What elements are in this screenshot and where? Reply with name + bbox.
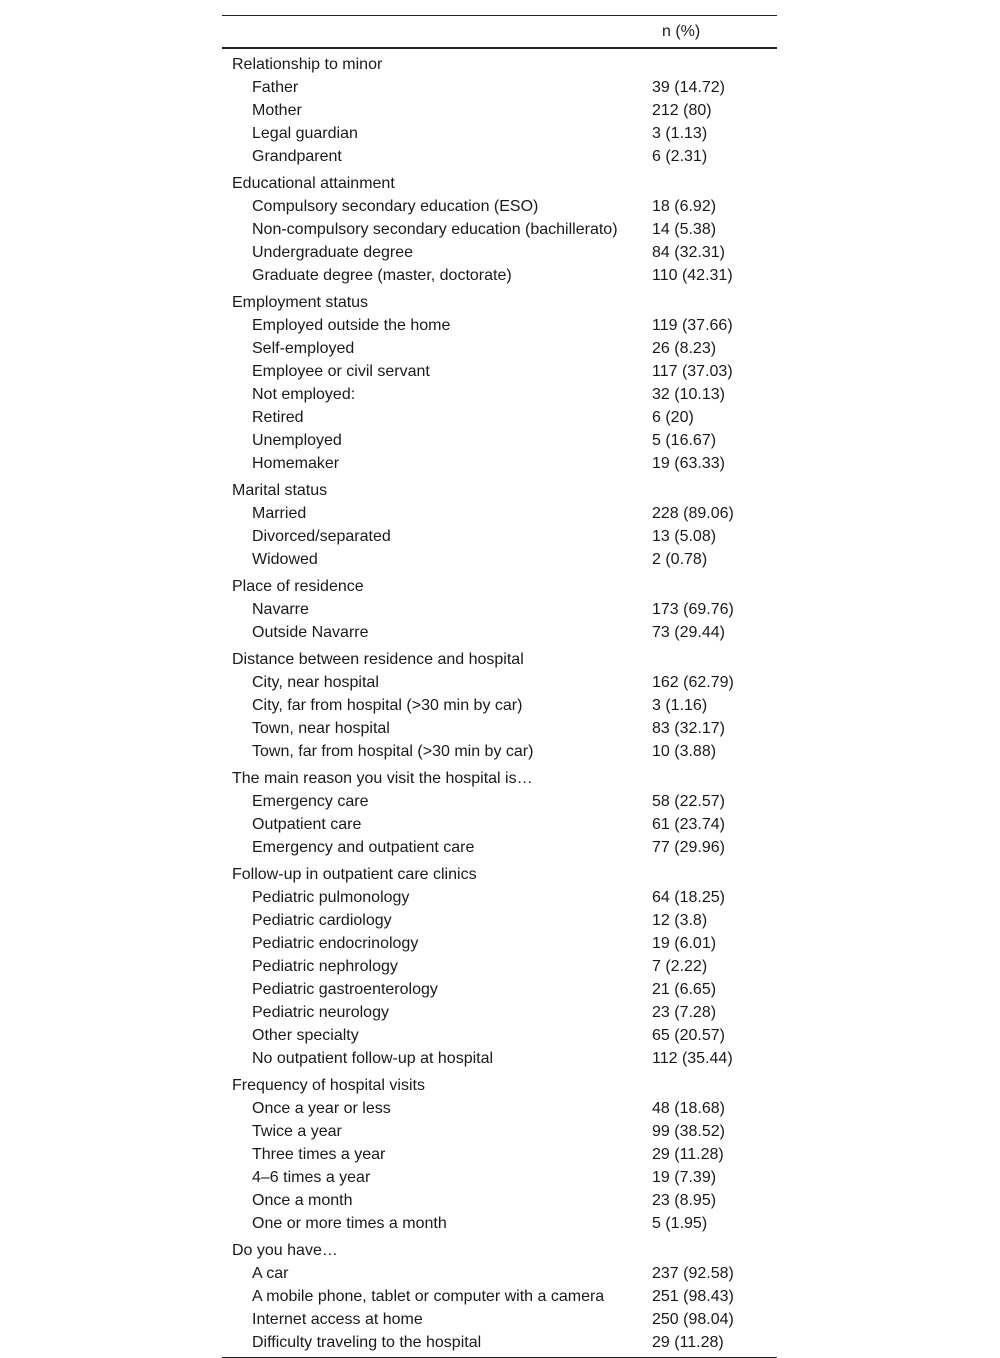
row-label: Pediatric gastroenterology xyxy=(252,981,438,998)
row-value: 2 (0.78) xyxy=(652,551,708,568)
row-label: Internet access at home xyxy=(252,1311,423,1328)
table-row xyxy=(222,76,777,99)
table-row xyxy=(222,99,777,122)
row-label: Undergraduate degree xyxy=(252,244,414,261)
table-row xyxy=(222,264,777,287)
table-row xyxy=(222,452,777,475)
row-value: 73 (29.44) xyxy=(652,624,725,641)
group-heading: Follow-up in outpatient care clinics xyxy=(232,866,477,883)
table-row xyxy=(222,1189,777,1212)
table-row xyxy=(222,360,777,383)
group-heading-row xyxy=(222,48,777,76)
table-row xyxy=(222,1285,777,1308)
table-row xyxy=(222,122,777,145)
row-label: Homemaker xyxy=(252,455,340,472)
table-body xyxy=(222,48,777,1357)
table-row xyxy=(222,1308,777,1331)
row-label: Legal guardian xyxy=(252,125,358,142)
table-row xyxy=(222,525,777,548)
row-value: 3 (1.13) xyxy=(652,125,708,142)
table-row xyxy=(222,337,777,360)
row-label: Pediatric pulmonology xyxy=(252,889,410,906)
row-value: 173 (69.76) xyxy=(652,601,734,618)
row-label: Three times a year xyxy=(252,1146,386,1163)
table-row xyxy=(222,886,777,909)
group-heading: Distance between residence and hospital xyxy=(232,651,524,668)
group-heading: Marital status xyxy=(232,482,328,499)
table-row xyxy=(222,978,777,1001)
row-value: 32 (10.13) xyxy=(652,386,725,403)
table-row xyxy=(222,955,777,978)
row-label: Outside Navarre xyxy=(252,624,369,641)
row-label: Other specialty xyxy=(252,1027,359,1044)
row-value: 7 (2.22) xyxy=(652,958,708,975)
group-heading: Frequency of hospital visits xyxy=(232,1077,425,1094)
row-value: 237 (92.58) xyxy=(652,1265,734,1282)
row-value: 119 (37.66) xyxy=(652,317,733,334)
group-heading-row xyxy=(222,859,777,886)
row-label: Town, far from hospital (>30 min by car) xyxy=(252,743,534,760)
row-value: 212 (80) xyxy=(652,102,712,119)
table-row xyxy=(222,195,777,218)
row-label: Outpatient care xyxy=(252,816,362,833)
row-label: Once a year or less xyxy=(252,1100,391,1117)
row-value: 23 (7.28) xyxy=(652,1004,717,1021)
row-label: Employed outside the home xyxy=(252,317,451,334)
demographics-table xyxy=(222,15,777,1357)
row-value: 10 (3.88) xyxy=(652,743,717,760)
group-heading-row xyxy=(222,644,777,671)
group-heading: Do you have… xyxy=(232,1242,338,1259)
table-row xyxy=(222,1331,777,1357)
header-value-cell: n (%) xyxy=(662,22,701,40)
row-value: 21 (6.65) xyxy=(652,981,717,998)
row-label: City, near hospital xyxy=(252,674,379,691)
table-row xyxy=(222,1097,777,1120)
group-heading-row xyxy=(222,287,777,314)
row-label: Pediatric nephrology xyxy=(252,958,398,975)
group-heading: Educational attainment xyxy=(232,175,395,192)
row-label: Self-employed xyxy=(252,340,355,357)
row-label: Town, near hospital xyxy=(252,720,390,737)
row-value: 250 (98.04) xyxy=(652,1311,734,1328)
row-value: 3 (1.16) xyxy=(652,697,708,714)
row-value: 18 (6.92) xyxy=(652,198,717,215)
row-label: One or more times a month xyxy=(252,1215,447,1232)
demographics-table-container xyxy=(222,15,777,1358)
row-label: Navarre xyxy=(252,601,309,618)
row-label: Widowed xyxy=(252,551,318,568)
row-value: 251 (98.43) xyxy=(652,1288,734,1305)
row-value: 112 (35.44) xyxy=(652,1050,733,1067)
row-label: City, far from hospital (>30 min by car) xyxy=(252,697,523,714)
row-value: 83 (32.17) xyxy=(652,720,725,737)
row-label: Grandparent xyxy=(252,148,342,165)
row-label: A car xyxy=(252,1265,289,1282)
row-value: 84 (32.31) xyxy=(652,244,725,261)
table-row xyxy=(222,909,777,932)
group-heading: Place of residence xyxy=(232,578,364,595)
row-label: Twice a year xyxy=(252,1123,342,1140)
row-value: 13 (5.08) xyxy=(652,528,717,545)
row-value: 64 (18.25) xyxy=(652,889,725,906)
row-label: Difficulty traveling to the hospital xyxy=(252,1334,482,1351)
row-label: 4–6 times a year xyxy=(252,1169,371,1186)
table-row xyxy=(222,932,777,955)
row-label: Graduate degree (master, doctorate) xyxy=(252,267,512,284)
row-label: Mother xyxy=(252,102,302,119)
row-value: 23 (8.95) xyxy=(652,1192,717,1209)
table-row xyxy=(222,314,777,337)
row-value: 110 (42.31) xyxy=(652,267,733,284)
row-value: 5 (16.67) xyxy=(652,432,717,449)
row-label: Non-compulsory secondary education (bachillerato) xyxy=(252,221,618,238)
row-value: 5 (1.95) xyxy=(652,1215,708,1232)
table-row xyxy=(222,790,777,813)
table-row xyxy=(222,383,777,406)
table-row xyxy=(222,548,777,571)
table-row xyxy=(222,621,777,644)
row-label: Father xyxy=(252,79,299,96)
row-value: 58 (22.57) xyxy=(652,793,725,810)
table-row xyxy=(222,717,777,740)
table-row xyxy=(222,1212,777,1235)
table-row xyxy=(222,1047,777,1070)
table-row xyxy=(222,218,777,241)
row-label: Emergency and outpatient care xyxy=(252,839,475,856)
table-row xyxy=(222,598,777,621)
table-row xyxy=(222,694,777,717)
row-label: Retired xyxy=(252,409,304,426)
table-row xyxy=(222,740,777,763)
table-header xyxy=(222,16,777,49)
row-label: Once a month xyxy=(252,1192,353,1209)
row-value: 19 (6.01) xyxy=(652,935,717,952)
row-label: Divorced/separated xyxy=(252,528,391,545)
table-row xyxy=(222,1120,777,1143)
group-heading-row xyxy=(222,168,777,195)
table-row xyxy=(222,1166,777,1189)
table-row xyxy=(222,241,777,264)
group-heading-row xyxy=(222,763,777,790)
group-heading-row xyxy=(222,475,777,502)
row-value: 6 (20) xyxy=(652,409,694,426)
row-value: 19 (7.39) xyxy=(652,1169,717,1186)
row-label: Compulsory secondary education (ESO) xyxy=(252,198,539,215)
row-value: 6 (2.31) xyxy=(652,148,708,165)
row-label: Emergency care xyxy=(252,793,369,810)
row-value: 77 (29.96) xyxy=(652,839,725,856)
row-value: 14 (5.38) xyxy=(652,221,717,238)
table-row xyxy=(222,1024,777,1047)
group-heading: Employment status xyxy=(232,294,369,311)
header-label-cell xyxy=(222,16,652,49)
row-label: Pediatric cardiology xyxy=(252,912,392,929)
row-value: 61 (23.74) xyxy=(652,816,725,833)
group-heading-row xyxy=(222,1235,777,1262)
row-value: 29 (11.28) xyxy=(652,1146,724,1163)
table-row xyxy=(222,813,777,836)
row-value: 39 (14.72) xyxy=(652,79,725,96)
row-value: 19 (63.33) xyxy=(652,455,725,472)
row-label: Not employed: xyxy=(252,386,356,403)
row-label: Unemployed xyxy=(252,432,342,449)
row-label: Employee or civil servant xyxy=(252,363,430,380)
row-value: 99 (38.52) xyxy=(652,1123,725,1140)
table-row xyxy=(222,1001,777,1024)
row-value: 26 (8.23) xyxy=(652,340,717,357)
row-label: Married xyxy=(252,505,307,522)
table-row xyxy=(222,1262,777,1285)
table-row xyxy=(222,1143,777,1166)
row-value: 162 (62.79) xyxy=(652,674,734,691)
group-heading-row xyxy=(222,1070,777,1097)
table-row xyxy=(222,502,777,525)
row-label: A mobile phone, tablet or computer with a camera xyxy=(252,1288,605,1305)
row-value: 228 (89.06) xyxy=(652,505,734,522)
row-value: 48 (18.68) xyxy=(652,1100,725,1117)
table-row xyxy=(222,145,777,168)
table-row xyxy=(222,671,777,694)
group-heading-row xyxy=(222,571,777,598)
row-label: Pediatric neurology xyxy=(252,1004,389,1021)
row-value: 29 (11.28) xyxy=(652,1334,724,1351)
table-row xyxy=(222,836,777,859)
row-value: 65 (20.57) xyxy=(652,1027,725,1044)
table-row xyxy=(222,406,777,429)
row-value: 12 (3.8) xyxy=(652,912,708,929)
group-heading: The main reason you visit the hospital is… xyxy=(232,770,533,787)
row-label: Pediatric endocrinology xyxy=(252,935,419,952)
group-heading: Relationship to minor xyxy=(232,56,383,73)
row-value: 117 (37.03) xyxy=(652,363,733,380)
table-row xyxy=(222,429,777,452)
row-label: No outpatient follow-up at hospital xyxy=(252,1050,494,1067)
header-row xyxy=(222,16,777,49)
